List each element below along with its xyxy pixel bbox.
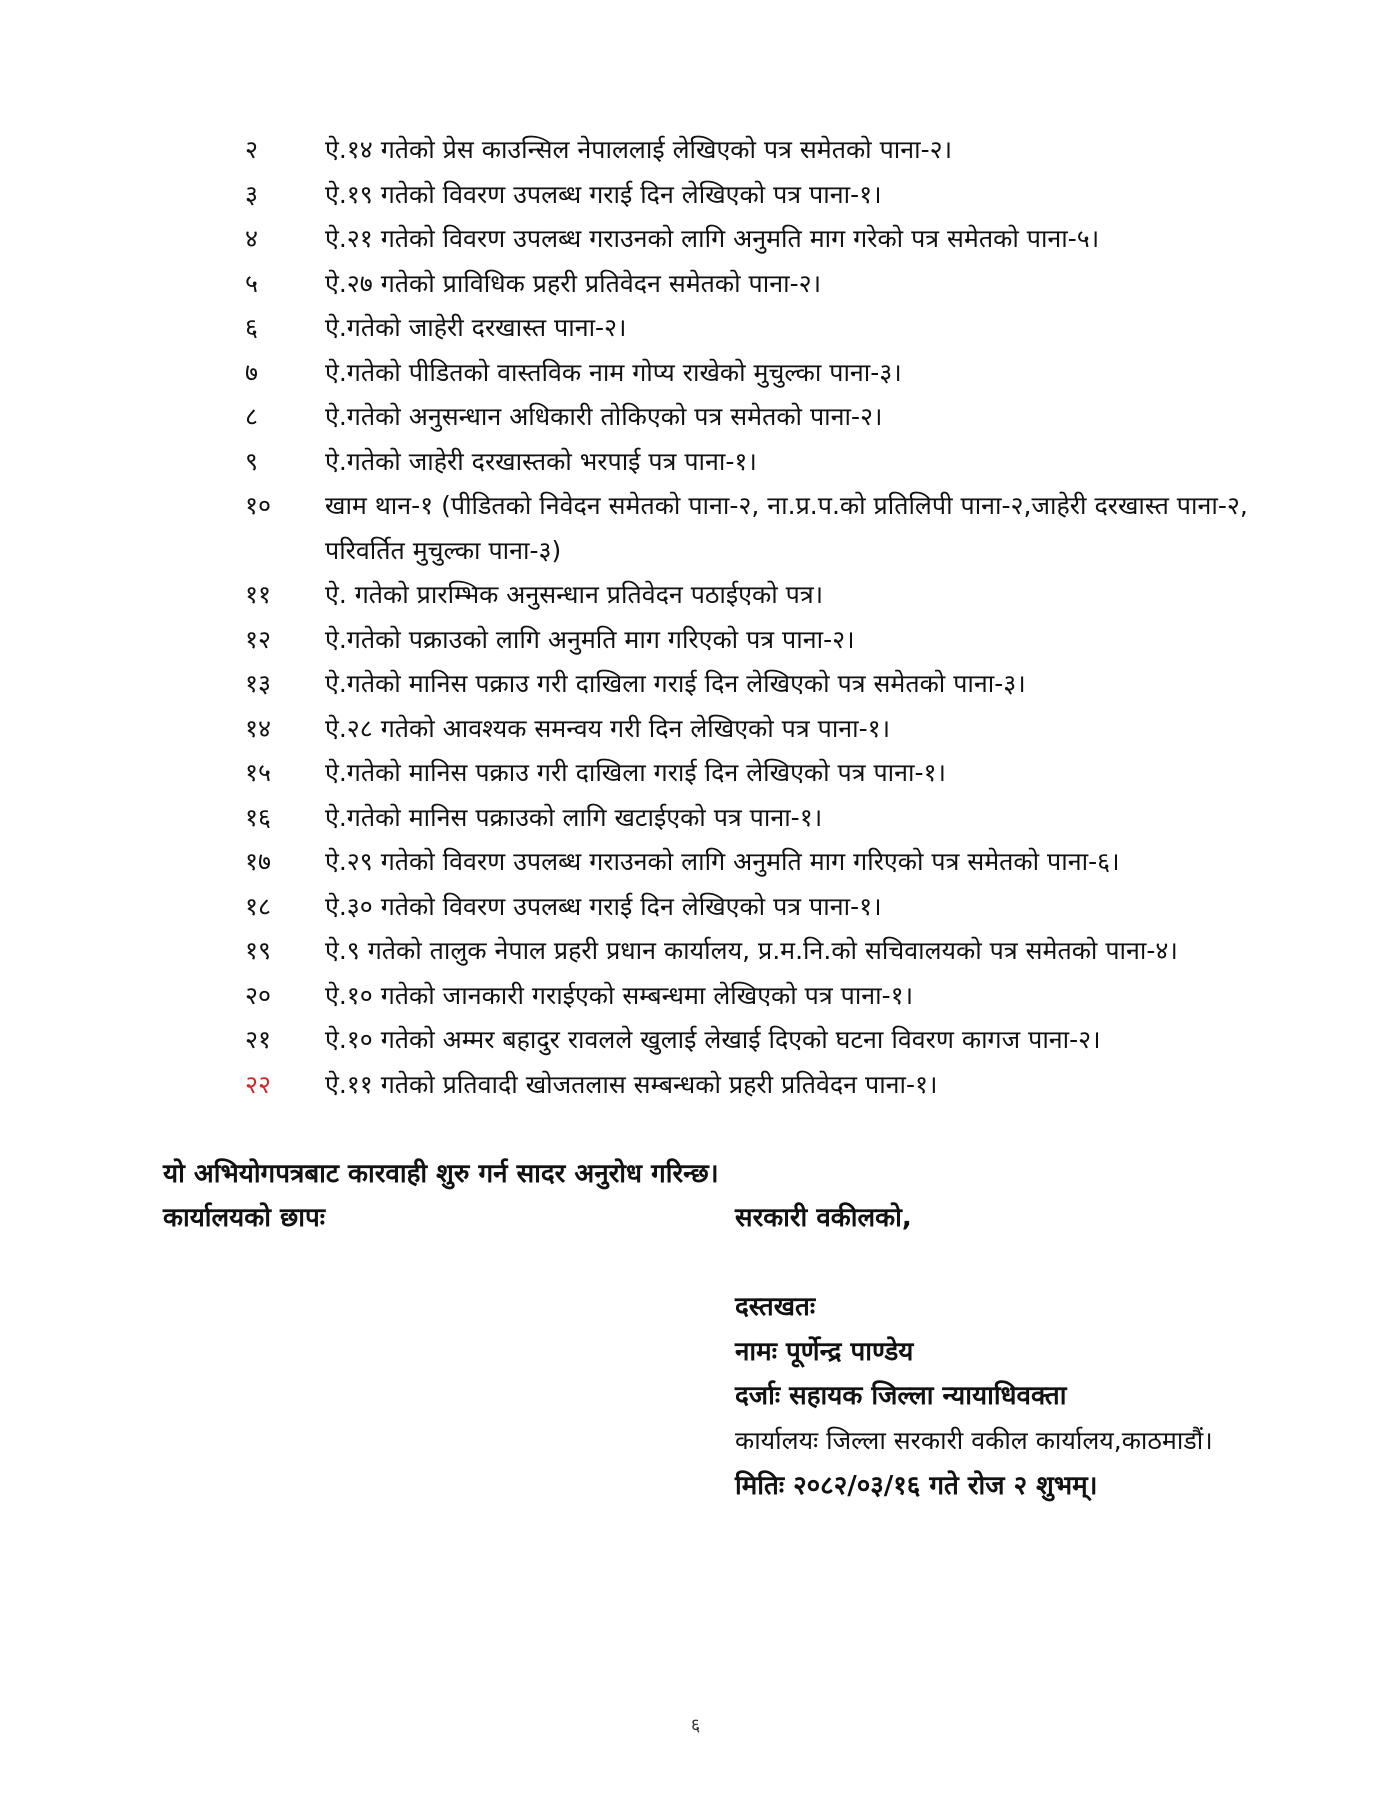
list-item (245, 974, 1305, 1019)
item-number: २ (245, 135, 259, 164)
item-text: ऐ.गतेको मानिस पक्राउ गरी दाखिला गराई दिन लेखिएको पत्र समेतको पाना-३। (325, 669, 1026, 698)
list-item (245, 440, 1305, 485)
item-number: ८ (245, 402, 259, 431)
date-line: मितिः २०८२/०३/१६ गते रोज २ शुभम्। (735, 1471, 1098, 1501)
item-number: ११ (245, 580, 272, 609)
item-number: २१ (245, 1025, 272, 1054)
signature-label: दस्तखतः (735, 1292, 816, 1322)
item-number: १६ (245, 802, 272, 832)
list-item (245, 262, 1305, 307)
item-text: ऐ.गतेको जाहेरी दरखास्तको भरपाई पत्र पाना-१। (325, 446, 757, 476)
rank-line: दर्जाः सहायक जिल्ला न्यायाधिवक्ता (735, 1381, 1067, 1411)
request-line: यो अभियोगपत्रबाट कारवाही शुरु गर्न सादर अनुरोध गरिन्छ। (163, 1159, 719, 1189)
list-item (245, 1063, 1305, 1108)
list-item (245, 128, 1305, 173)
item-number-highlighted: २२ (245, 1069, 272, 1099)
item-number: १२ (245, 624, 272, 654)
list-item (245, 662, 1305, 707)
item-text: ऐ.२९ गतेको विवरण उपलब्ध गराउनको लागि अनुमति माग गरिएको पत्र समेतको पाना-६। (325, 847, 1120, 876)
list-item (245, 885, 1305, 930)
list-item (245, 796, 1305, 841)
item-number: १९ (245, 936, 272, 965)
list-item (245, 217, 1305, 262)
list-item (245, 573, 1305, 618)
item-text: ऐ.गतेको पीडितको वास्तविक नाम गोप्य राखेको मुचुल्का पाना-३। (325, 357, 902, 387)
list-item (245, 840, 1305, 885)
item-number: ६ (245, 313, 259, 342)
item-text: ऐ.गतेको जाहेरी दरखास्त पाना-२। (325, 313, 627, 342)
item-text: ऐ.गतेको पक्राउको लागि अनुमति माग गरिएको पत्र पाना-२। (325, 624, 855, 654)
item-text: ऐ.गतेको मानिस पक्राउ गरी दाखिला गराई दिन लेखिएको पत्र पाना-१। (325, 758, 946, 787)
item-text: ऐ.२१ गतेको विवरण उपलब्ध गराउनको लागि अनुमति माग गरेको पत्र समेतको पाना-५। (325, 224, 1100, 253)
office-seal-label: कार्यालयको छापः (163, 1203, 325, 1233)
name-line: नामः पूर्णेन्द्र पाण्डेय (735, 1337, 914, 1367)
item-number: २० (245, 980, 272, 1010)
item-number: ५ (245, 268, 259, 298)
item-text: ऐ.१० गतेको जानकारी गराईएको सम्बन्धमा लेखिएको पत्र पाना-१। (325, 980, 914, 1010)
list-item (245, 484, 1305, 573)
item-text: खाम थान-१ (पीडितको निवेदन समेतको पाना-२, ना.प्र.प.को प्रतिलिपी पाना-२,जाहेरी दरखास्त पाना-२, परिवर्तित मुचुल्का पाना-३) (325, 491, 1248, 565)
item-number: १७ (245, 847, 272, 876)
list-item (245, 395, 1305, 440)
list-item (245, 351, 1305, 396)
item-number: १३ (245, 669, 272, 698)
page-number: ६ (690, 1715, 701, 1736)
item-text: ऐ.१४ गतेको प्रेस काउन्सिल नेपाललाई लेखिएको पत्र समेतको पाना-२। (325, 135, 953, 164)
list-item (245, 618, 1305, 663)
list-item (245, 929, 1305, 974)
lawyer-heading: सरकारी वकीलको, (735, 1203, 912, 1233)
item-number: १४ (245, 713, 272, 743)
item-text: ऐ.२७ गतेको प्राविधिक प्रहरी प्रतिवेदन समेतको पाना-२। (325, 268, 822, 298)
list-item (245, 173, 1305, 218)
list-item (245, 751, 1305, 796)
item-number: ३ (245, 179, 259, 209)
item-text: ऐ.१९ गतेको विवरण उपलब्ध गराई दिन लेखिएको पत्र पाना-१। (325, 179, 882, 209)
list-item (245, 306, 1305, 351)
item-number: ९ (245, 446, 259, 476)
item-text: ऐ.३० गतेको विवरण उपलब्ध गराई दिन लेखिएको पत्र पाना-१। (325, 891, 882, 921)
item-number: ४ (245, 224, 259, 253)
item-number: १८ (245, 891, 272, 921)
item-number: ७ (245, 357, 259, 387)
attachment-list (245, 128, 1305, 1107)
item-text: ऐ.१० गतेको अम्मर बहादुर रावलले खुलाई लेखाई दिएको घटना विवरण कागज पाना-२। (325, 1025, 1101, 1054)
list-item (245, 1018, 1305, 1063)
item-text: ऐ.गतेको अनुसन्धान अधिकारी तोकिएको पत्र समेतको पाना-२। (325, 402, 883, 431)
item-number: १० (245, 491, 272, 520)
item-text: ऐ. गतेको प्रारम्भिक अनुसन्धान प्रतिवेदन पठाईएको पत्र। (325, 580, 824, 609)
item-text: ऐ.गतेको मानिस पक्राउको लागि खटाईएको पत्र पाना-१। (325, 802, 823, 832)
list-item (245, 707, 1305, 752)
item-text: ऐ.९ गतेको तालुक नेपाल प्रहरी प्रधान कार्यालय, प्र.म.नि.को सचिवालयको पत्र समेतको पाना-४। (325, 936, 1178, 965)
item-text: ऐ.२८ गतेको आवश्यक समन्वय गरी दिन लेखिएको पत्र पाना-१। (325, 713, 891, 743)
item-text: ऐ.११ गतेको प्रतिवादी खोजतलास सम्बन्धको प्रहरी प्रतिवेदन पाना-१। (325, 1069, 938, 1099)
office-line: कार्यालयः जिल्ला सरकारी वकील कार्यालय,काठमाडौं। (735, 1426, 1213, 1455)
item-number: १५ (245, 758, 272, 787)
